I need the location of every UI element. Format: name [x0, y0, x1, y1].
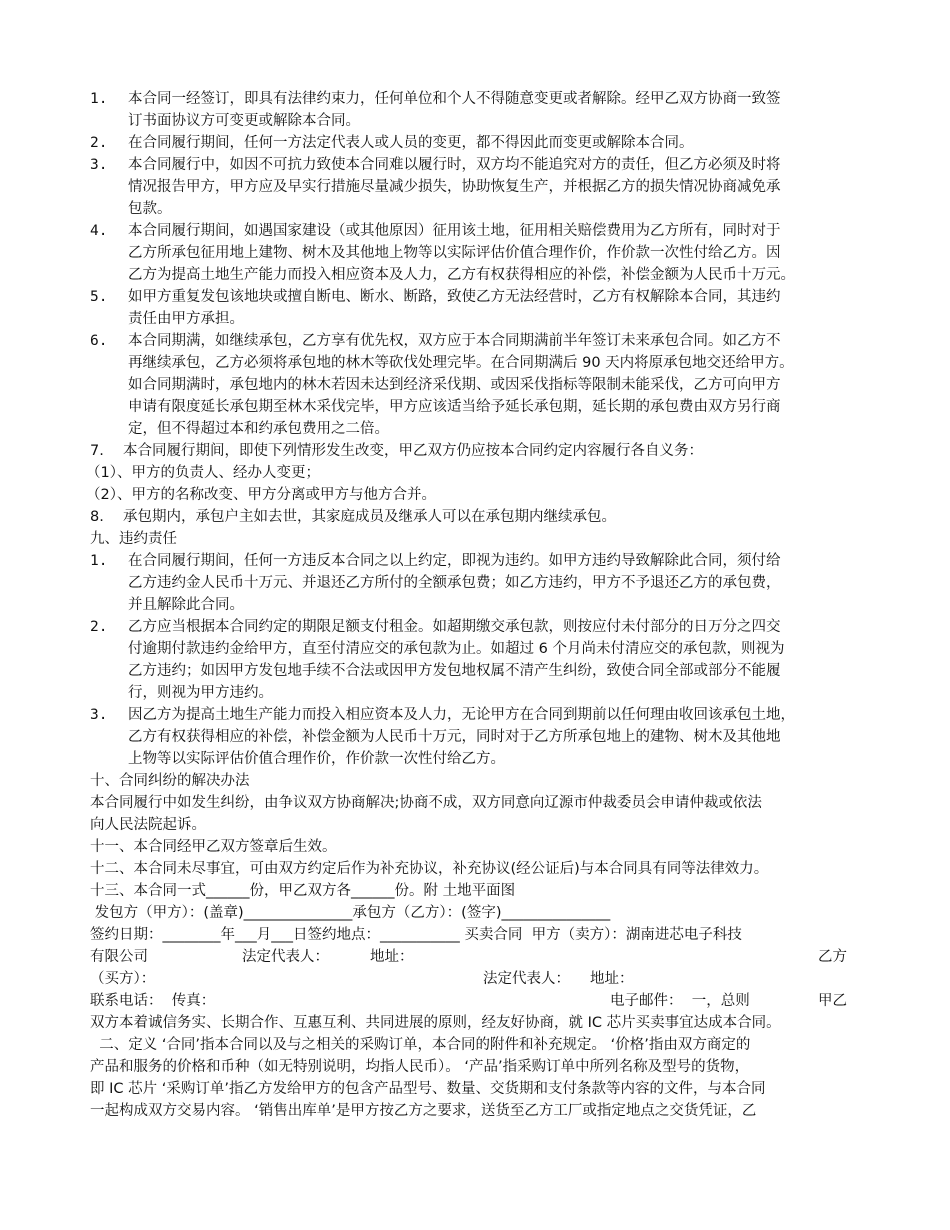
date-place-line: 签约日期：________年___月___日签约地点：___________ 买卖合同 甲方（卖方）：湖南进芯电子科技: [90, 927, 742, 943]
breach-number: 3.: [90, 707, 108, 723]
contract-body-line: 双方本着诚信务实、长期合作、互惠互利、共同进展的原则，经友好协商，就 IC 芯片买卖事宜达成本合同。: [90, 1015, 781, 1031]
clause-text-line: 本合同一经签订，即具有法律约束力，任何单位和个人不得随意变更或者解除。经甲乙双方协商一致签: [128, 91, 781, 107]
clause-text-line: 包款。: [128, 201, 172, 217]
contract-body-line: 即 IC 芯片 ‘采购订单’指乙方发给甲方的包含产品型号、数量、交货期和支付条款等内容的文件，与本合同: [90, 1081, 766, 1097]
clause-text-line: 再继续承包，乙方必须将承包地的林木等砍伐处理完毕。在合同期满后 90 天内将原承包地交还给甲方。: [128, 355, 794, 371]
clause-text-line: 乙方所承包征用地上建物、树木及其他地上物等以实际评估价值合理作价，作价款一次性付给乙方。因: [128, 245, 781, 261]
party-b-label: 乙方: [818, 949, 847, 965]
company-suffix: 有限公司: [90, 949, 148, 965]
clause-number: 3.: [90, 157, 108, 173]
section-10-line: 本合同履行中如发生纠纷，由争议双方协商解决;协商不成，双方同意向辽源市仲裁委员会申请仲裁或依法: [90, 795, 762, 811]
clause-number: 4.: [90, 223, 108, 239]
breach-text-line: 因乙方为提高土地生产能力而投入相应资本及人力，无论甲方在合同到期前以任何理由收回该承包土地，: [128, 707, 795, 723]
clause-text-line: 本合同履行中，如因不可抗力致使本合同难以履行时，双方均不能追究对方的责任，但乙方必须及时将: [128, 157, 781, 173]
contract-body-line: 产品和服务的价格和币种（如无特别说明，均指人民币）。 ‘产品’指采购订单中所列名称及型号的货物，: [90, 1059, 750, 1075]
clause-7-sub-2: （2）、甲方的名称改变、甲方分离或甲方与他方合并。: [86, 487, 436, 503]
section-12: 十二、本合同未尽事宜，可由双方约定后作为补充协议，补充协议(经公证后)与本合同具有同等法律效力。: [90, 861, 769, 877]
clause-text-line: 订书面协议方可变更或解除本合同。: [128, 113, 360, 129]
breach-text-line: 行，则视为甲方违约。: [128, 685, 273, 701]
breach-text-line: 乙方应当根据本合同约定的期限足额支付租金。如超期缴交承包款，则按应付未付部分的日万分之四交: [128, 619, 781, 635]
clause-7: 7. 本合同履行期间，即使下列情形发生改变，甲乙双方仍应按本合同约定内容履行各自义务：: [90, 443, 703, 459]
clause-text-line: 如甲方重复发包该地块或擅自断电、断水、断路，致使乙方无法经营时，乙方有权解除本合同，其违约: [128, 289, 781, 305]
breach-text-line: 上物等以实际评估价值合理作价，作价款一次性付给乙方。: [128, 751, 505, 767]
clause-text-line: 申请有限度延长承包期至林木采伐完毕，甲方应该适当给予延长承包期，延长期的承包费由双方另行商: [128, 399, 781, 415]
contact-label: 联系电话： 传真：: [90, 993, 216, 1009]
contract-body-line: 一起构成双方交易内容。 ‘销售出库单’是甲方按乙方之要求，送货至乙方工厂或指定地点之交货凭证，乙: [90, 1103, 757, 1119]
address-label: 地址：: [590, 971, 634, 987]
breach-text-line: 乙方违约金人民币十万元、并退还乙方所付的全额承包费；如乙方违约，甲方不予退还乙方的承包费，: [128, 575, 781, 591]
email-label: 电子邮件： 一，总则: [610, 993, 750, 1009]
contract-body-line: 二、定义 ‘合同’指本合同以及与之相关的采购订单，本合同的附件和补充规定。 ‘价格’指由双方商定的: [90, 1037, 751, 1053]
legal-rep-label: 法定代表人：: [242, 949, 329, 965]
party-ab-label: 甲乙: [818, 993, 847, 1009]
section-heading: 九、违约责任: [90, 531, 177, 547]
clause-7-sub-1: （1）、甲方的负责人、经办人变更；: [86, 465, 320, 481]
clause-number: 2.: [90, 135, 108, 151]
buyer-label: （买方）：: [90, 971, 156, 987]
clause-text-line: 乙方为提高土地生产能力而投入相应资本及人力，乙方有权获得相应的补偿，补偿金额为人民币十万元。: [128, 267, 795, 283]
breach-text-line: 在合同履行期间，任何一方违反本合同之以上约定，即视为违约。如甲方违约导致解除此合同，须付给: [128, 553, 781, 569]
breach-text-line: 付逾期付款违约金给甲方，直至付清应交的承包款为止。如超过 6 个月尚未付清应交的承包款，则视为: [128, 641, 785, 657]
clause-text-line: 本合同期满，如继续承包，乙方享有优先权，双方应于本合同期满前半年签订未来承包合同。如乙方不: [128, 333, 781, 349]
clause-text-line: 本合同履行期间，如遇国家建设（或其他原因）征用该土地，征用相关赔偿费用为乙方所有，同时对于: [128, 223, 781, 239]
clause-text-line: 在合同履行期间，任何一方法定代表人或人员的变更，都不得因此而变更或解除本合同。: [128, 135, 694, 151]
breach-number: 2.: [90, 619, 108, 635]
signature-line: 发包方（甲方）：(盖章)_______________承包方（乙方）：(签字)_______________: [90, 905, 611, 921]
breach-text-line: 乙方有权获得相应的补偿，补偿金额为人民币十万元，同时对于乙方所承包地上的建物、树木及其他地: [128, 729, 781, 745]
clause-number: 5.: [90, 289, 108, 305]
legal-rep-label: 法定代表人：: [483, 971, 570, 987]
section-13: 十三、本合同一式______份，甲乙双方各______份。附 土地平面图: [90, 883, 516, 899]
breach-text-line: 并且解除此合同。: [128, 597, 244, 613]
section-11: 十一、本合同经甲乙双方签章后生效。: [90, 839, 337, 855]
clause-text-line: 情况报告甲方，甲方应及早实行措施尽量减少损失，协助恢复生产，并根据乙方的损失情况协商减免承: [128, 179, 781, 195]
clause-8: 8. 承包期内，承包户主如去世，其家庭成员及继承人可以在承包期内继续承包。: [90, 509, 616, 525]
clause-text-line: 责任由甲方承担。: [128, 311, 244, 327]
breach-number: 1.: [90, 553, 108, 569]
breach-text-line: 乙方违约；如因甲方发包地手续不合法或因甲方发包地权属不清产生纠纷，致使合同全部或部分不能履: [128, 663, 781, 679]
address-label: 地址：: [370, 949, 414, 965]
section-heading: 十、合同纠纷的解决办法: [90, 773, 250, 789]
clause-number: 6.: [90, 333, 108, 349]
clause-number: 1.: [90, 91, 108, 107]
clause-text-line: 如合同期满时，承包地内的林木若因未达到经济采伐期、或因采伐指标等限制未能采伐，乙方可向甲方: [128, 377, 781, 393]
section-10-line: 向人民法院起诉。: [90, 817, 206, 833]
clause-text-line: 定，但不得超过本和约承包费用之二倍。: [128, 421, 389, 437]
